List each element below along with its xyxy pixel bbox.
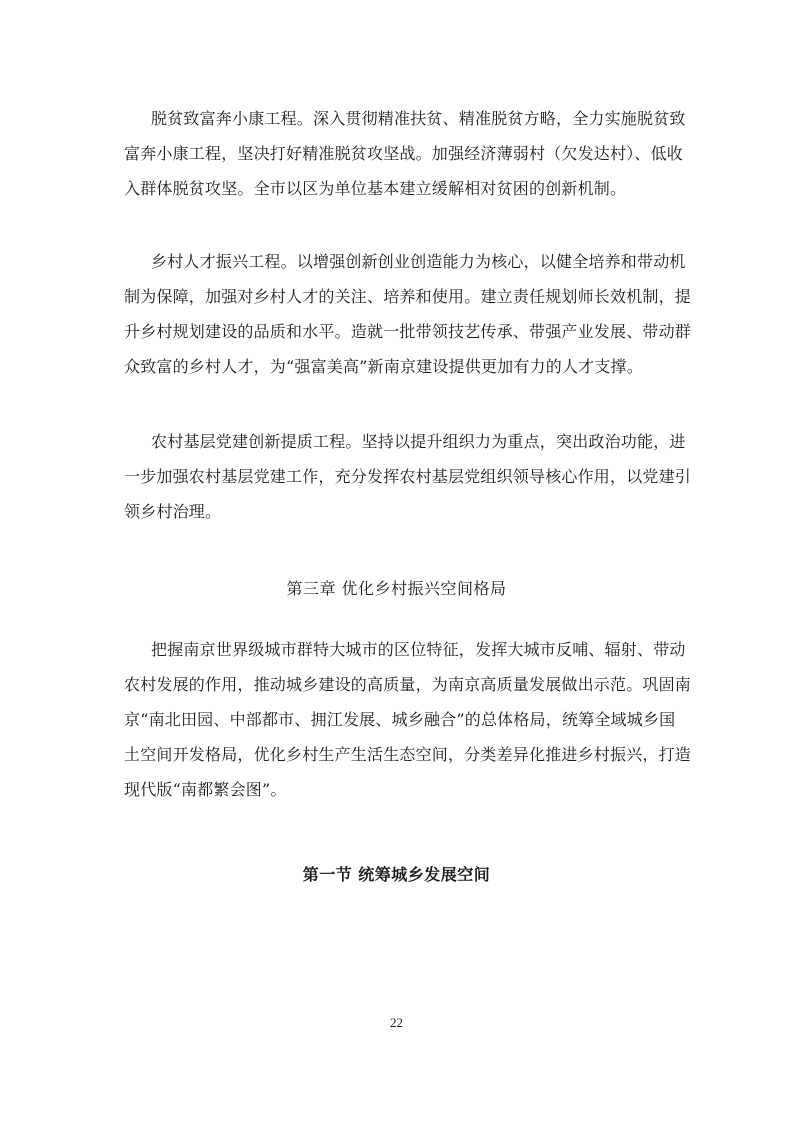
paragraph-line: 现代版“南都繁会图”。 — [124, 780, 287, 799]
paragraph-party-building — [124, 424, 692, 529]
paragraph-line: 一步加强农村基层党建工作，充分发挥农村基层党组织领导核心作用，以党建引 — [124, 467, 692, 486]
paragraph-line: 把握南京世界级城市群特大城市的区位特征，发挥大城市反哺、辐射、带动 — [151, 640, 686, 659]
paragraph-line: 制为保障，加强对乡村人才的关注、培养和使用。建立责任规划师长效机制，提 — [124, 287, 692, 306]
paragraph-spatial-layout — [124, 632, 692, 807]
paragraph-line: 土空间开发格局，优化乡村生产生活生态空间，分类差异化推进乡村振兴，打造 — [124, 745, 692, 764]
paragraph-line: 众致富的乡村人才，为“强富美高”新南京建设提供更加有力的人才支撑。 — [124, 357, 643, 376]
paragraph-line: 富奔小康工程，坚决打好精准脱贫攻坚战。加强经济薄弱村（欠发达村）、低收 — [124, 144, 684, 163]
paragraph-rural-talent — [124, 244, 692, 384]
paragraph-line: 脱贫致富奔小康工程。深入贯彻精准扶贫、精准脱贫方略，全力实施脱贫致 — [151, 109, 686, 128]
chapter-heading: 第三章 优化乡村振兴空间格局 — [286, 579, 507, 598]
paragraph-line: 入群体脱贫攻坚。全市以区为单位基本建立缓解相对贫困的创新机制。 — [124, 179, 627, 198]
page-number: 22 — [390, 1015, 403, 1030]
paragraph-line: 升乡村规划建设的品质和水平。造就一批带领技艺传承、带强产业发展、带动群 — [124, 322, 692, 341]
paragraph-line: 农村基层党建创新提质工程。坚持以提升组织力为重点，突出政治功能，进 — [151, 432, 686, 451]
section-heading: 第一节 统筹城乡发展空间 — [302, 865, 491, 884]
paragraph-poverty-alleviation — [124, 101, 684, 206]
paragraph-line: 乡村人才振兴工程。以增强创新创业创造能力为核心，以健全培养和带动机 — [151, 252, 686, 271]
paragraph-line: 京“南北田园、中部都市、拥江发展、城乡融合”的总体格局，统筹全域城乡国 — [124, 710, 676, 729]
paragraph-line: 农村发展的作用，推动城乡建设的高质量，为南京高质量发展做出示范。巩固南 — [124, 675, 692, 694]
paragraph-line: 领乡村治理。 — [124, 502, 222, 521]
